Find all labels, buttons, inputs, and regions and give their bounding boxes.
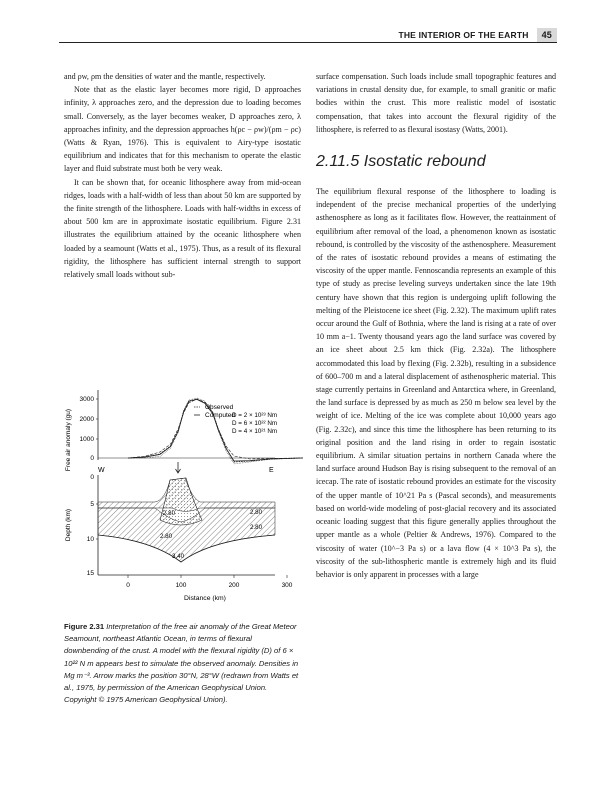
legend-d3: D = 4 × 10²¹ Nm — [232, 428, 278, 435]
x-axis-label: Distance (km) — [184, 595, 226, 602]
section-heading: 2.11.5 Isostatic rebound — [316, 153, 486, 171]
left-paragraph-3: It can be shown that, for oceanic lithosphere away from mid-ocean ridges, loads with a half-width of less than about 50 km are supported by the finite strength of the lithosphere. Loads with half-widths in excess of about 500 km are in approximate isostatic equilibrium. Figure 2.31 illustrates the equilibrium attained by the oceanic lithosphere when loaded by a seamount (Watts et al., 1975). Thus, as a result of its flexural rigidity, the lithosphere has sufficient internal strength to support relatively small loads without sub- — [64, 177, 301, 280]
legend — [194, 404, 277, 435]
left-paragraph-1: and ρw, ρm the densities of water and the mantle, respectively. — [64, 72, 266, 81]
figure-svg — [60, 380, 305, 615]
top-ytick: 2000 — [79, 416, 94, 423]
label-e: E — [269, 467, 274, 474]
running-head — [398, 28, 557, 42]
bottom-ytick: 10 — [86, 536, 94, 543]
figure-2-31 — [60, 380, 305, 615]
left-column — [64, 70, 301, 281]
legend-d1: D = 2 × 10²³ Nm — [232, 412, 278, 419]
xtick: 200 — [228, 582, 240, 589]
top-ytick: 0 — [90, 455, 94, 462]
bottom-ytick: 5 — [90, 501, 94, 508]
x-axis — [126, 575, 293, 602]
caption-text: Interpretation of the free air anomaly of the Great Meteor Seamount, northeast Atlantic Ocean, in terms of flexural downbending of the crust. A model with the flexural rigidity (D) of 6 × 10²² N m appears best to simulate the observed anomaly. Densities in Mg m⁻³. Arrow marks the position 30°N, 28°W (redrawn from Watts et al., 1975, by permission of the American Geophysical Union. Copyright © 1975 American Geophysical Union). — [64, 622, 299, 705]
density-label: 2.80 — [250, 524, 263, 531]
left-paragraph-2: Note that as the elastic layer becomes more rigid, D approaches infinity, λ approaches zero, and the depression due to loading becomes small. Conversely, as the layer becomes weaker, D approaches zero, λ approaches infinity, and the depression approaches h(ρc − ρw)/(ρm − ρc) (Watts & Ryan, 1976). This is equivalent to Airy-type isostatic equilibrium and indicates that for this mechanism to operate the elastic layer and fluid substrate must both be very weak. — [64, 85, 301, 174]
xtick: 0 — [126, 582, 130, 589]
running-title: THE INTERIOR OF THE EARTH — [398, 30, 529, 40]
density-label: 2.80 — [250, 509, 263, 516]
right-paragraph-2: The equilibrium flexural response of the lithosphere to loading is independent of the precise mechanical properties of the underlying asthenosphere as long as it facilitates flow. However, the reattainment of equilibrium after removal of the load, a phenomenon known as isostatic rebound, is controlled by the viscosity of the asthenosphere. Measurement of the rates of isostatic rebound provides a means of estimating the viscosity of the upper mantle. Fennoscandia represents an example of this type of study as precise leveling surveys undertaken since the late 19th century have shown that this region is undergoing uplift following the melting of the Pleistocene ice sheet (Fig. 2.32). The maximum uplift rates occur around the Gulf of Bothnia, where the land is rising at a rate of over 10 mm a−1. Twenty thousand years ago the land surface was covered by an ice sheet about 2.5 km thick (Fig. 2.32a). The lithosphere accommodated this load by flexing (Fig. 2.32b), resulting in a subsidence of 600–700 m and a lateral displacement of asthenospheric material. This stage currently pertains in Greenland and Antarctica where, in Greenland, the land surface is depressed by as much as 250 m below sea level by the weight of ice. Melting of the ice was complete about 10,000 years ago (Fig. 2.32c), and since this time the lithosphere has been returning to its original position and the land rising in order to regain isostatic equilibrium. A similar situation pertains in northern Canada where the land surface around Hudson Bay is rising subsequent to the removal of an icecap. The rate of isostatic rebound provides an estimate for the viscosity of the upper mantle of 10^21 Pa s (Pascal seconds), and measurements based on world-wide modeling of post-glacial recovery and its associated oceanic loading suggest that this figure generally applies throughout the upper mantle as a whole (Peltier & Andrews, 1976). Compared to the viscosity of water (10^−3 Pa s) or a lava flow (4 × 10^3 Pa s), the viscosity of the sub-lithospheric mantle is extremely high and its fluid behavior is only apparent in processes with a large — [316, 187, 556, 579]
top-ytick: 1000 — [79, 436, 94, 443]
xtick: 100 — [175, 582, 187, 589]
figure-caption — [64, 621, 299, 706]
top-yticks — [80, 396, 98, 462]
top-ytick: 3000 — [79, 396, 94, 403]
right-column — [316, 70, 556, 581]
density-label: 2.80 — [163, 510, 176, 517]
density-label: 3.40 — [172, 553, 185, 560]
position-arrow — [176, 462, 181, 473]
right-paragraph-1: surface compensation. Such loads include small topographic features and variations in crustal density due, for example, to small granitic or mafic bodies within the crust. This more realistic model of isostatic compensation, that takes into account the flexural rigidity of the lithosphere, is referred to as flexural isostasy (Watts, 2001). — [316, 72, 556, 134]
label-w: W — [98, 467, 105, 474]
bottom-ytick: 15 — [86, 570, 94, 577]
legend-observed: Observed — [205, 404, 234, 411]
bottom-ylabel: Depth (km) — [65, 508, 72, 542]
bottom-yticks — [87, 474, 98, 577]
density-label: 2.80 — [160, 533, 173, 540]
caption-label: Figure 2.31 — [64, 622, 107, 631]
page-number: 45 — [537, 28, 557, 42]
header-rule — [59, 42, 557, 43]
xtick: 300 — [281, 582, 293, 589]
bottom-ytick: 0 — [90, 474, 94, 481]
legend-d2: D = 6 × 10²² Nm — [232, 420, 278, 427]
top-ylabel: Free air anomaly (gu) — [65, 408, 72, 472]
legend-computed: Computed — [205, 412, 235, 419]
